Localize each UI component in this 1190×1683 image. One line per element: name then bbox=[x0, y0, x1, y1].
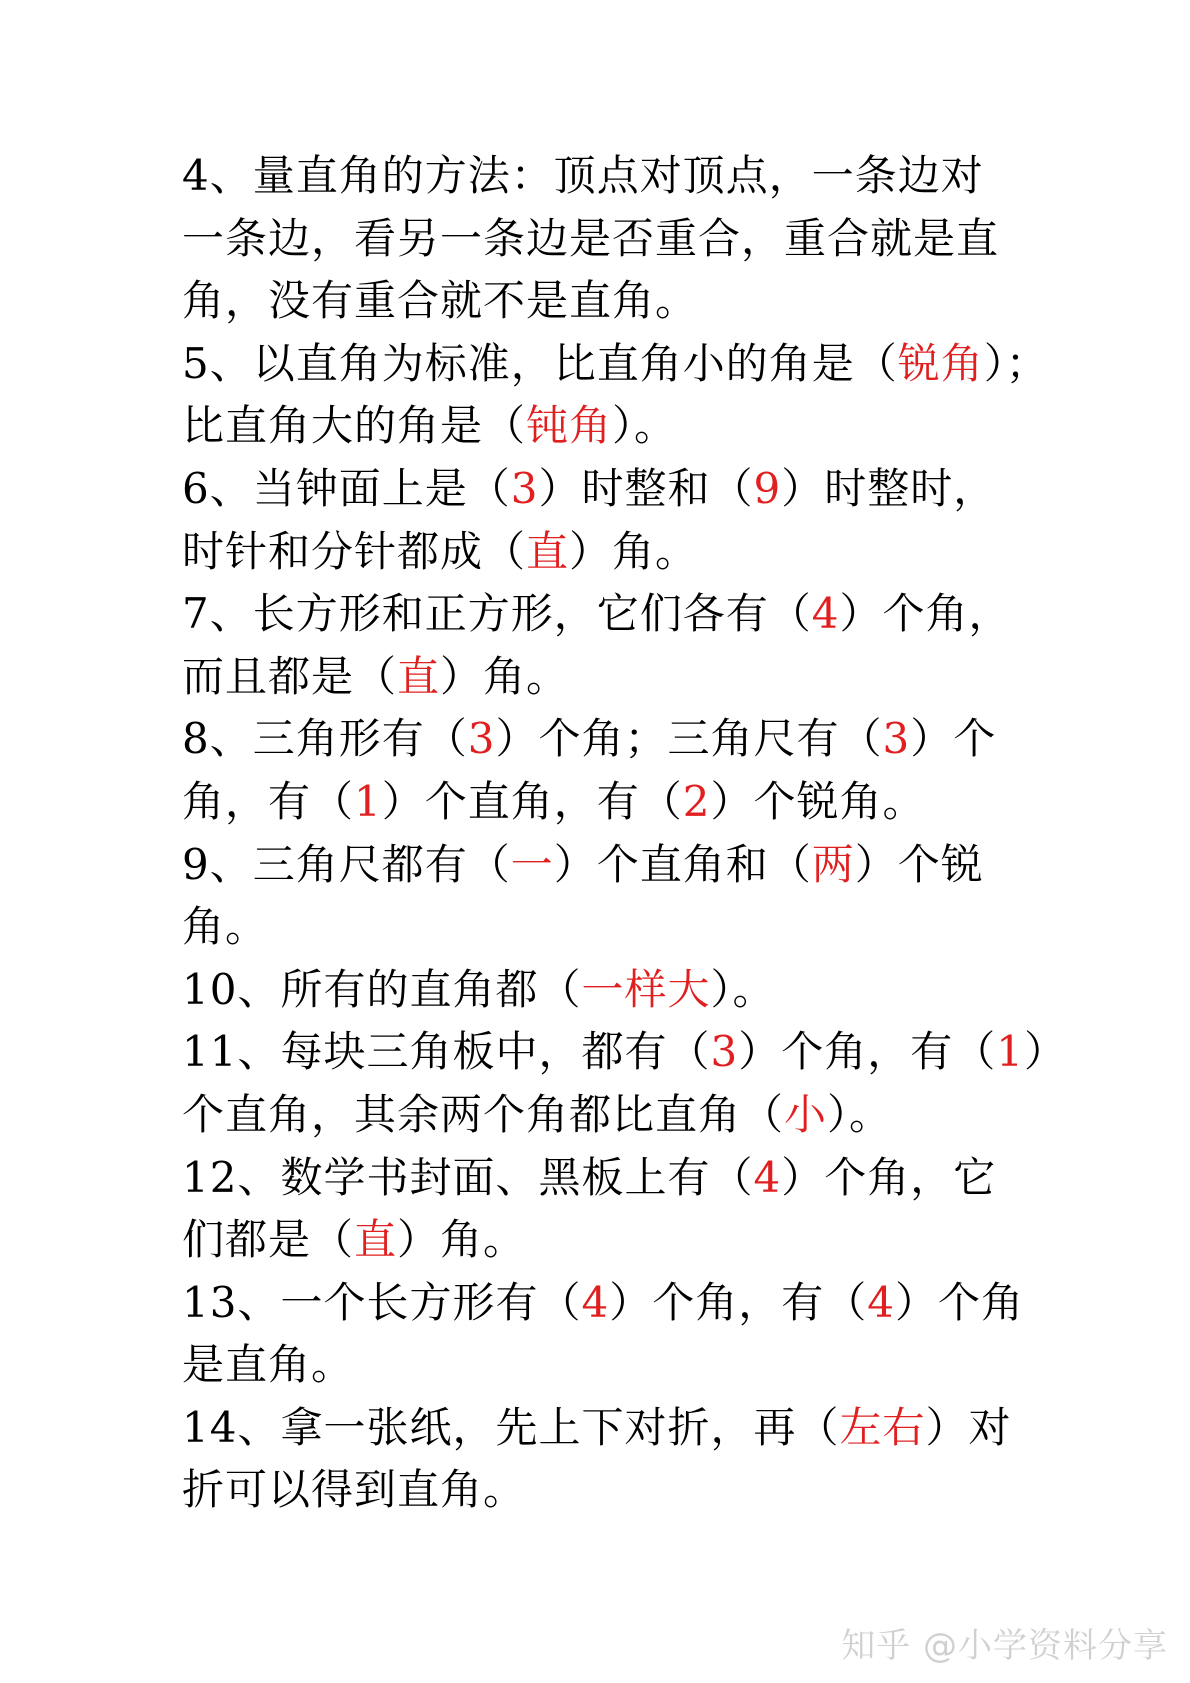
question-text: 折可以得到直角。 bbox=[182, 1465, 527, 1515]
text-line bbox=[182, 646, 1022, 709]
question-text: 7、长方形和正方形，它们各有（ bbox=[182, 589, 812, 639]
question-text: 11、每块三角板中，都有（ bbox=[182, 1027, 711, 1077]
answer-text: 小 bbox=[784, 1089, 828, 1139]
question-text: 一条边，看另一条边是否重合，重合就是直 bbox=[182, 213, 1000, 263]
answer-text: 3 bbox=[882, 714, 911, 764]
watermark: 知乎 @小学资料分享 bbox=[841, 1626, 1168, 1666]
text-line bbox=[182, 1397, 1022, 1460]
question-text: ）角。 bbox=[397, 1215, 527, 1265]
question-text: 角，没有重合就不是直角。 bbox=[182, 276, 699, 326]
question-text: ）时整时， bbox=[781, 463, 997, 513]
answer-text: 1 bbox=[996, 1027, 1024, 1077]
text-line bbox=[182, 1021, 1067, 1084]
answer-text: 左右 bbox=[839, 1402, 926, 1452]
text-line bbox=[182, 771, 1022, 834]
question-text: ）个角；三角尺有（ bbox=[495, 714, 883, 764]
question-text: ）角。 bbox=[440, 651, 570, 701]
answer-text: 4 bbox=[867, 1277, 895, 1327]
text-line bbox=[182, 834, 1022, 897]
question-text: ）角。 bbox=[569, 526, 699, 576]
answer-text: 3 bbox=[710, 1027, 739, 1077]
question-text: 角。 bbox=[182, 902, 269, 952]
answer-text: 一 bbox=[510, 839, 554, 889]
question-text: ）个角， bbox=[839, 589, 1012, 639]
question-text: ）。 bbox=[827, 1089, 893, 1139]
question-text: ）时整和（ bbox=[538, 463, 754, 513]
question-text: 5、以直角为标准，比直角小的角是（ bbox=[182, 338, 898, 388]
question-text: ）对 bbox=[925, 1402, 1012, 1452]
question-text: 6、当钟面上是（ bbox=[182, 463, 511, 513]
answer-text: 4 bbox=[753, 1152, 782, 1202]
question-text: ）。 bbox=[710, 964, 776, 1014]
text-line bbox=[182, 521, 1022, 584]
text-line bbox=[182, 1147, 1022, 1210]
text-line bbox=[182, 896, 1022, 959]
question-text: ）个角，它 bbox=[781, 1152, 997, 1202]
text-line bbox=[182, 1084, 1022, 1147]
answer-text: 直 bbox=[526, 526, 570, 576]
question-text: 们都是（ bbox=[182, 1215, 355, 1265]
text-line bbox=[182, 458, 1022, 521]
question-text: ）个角，有（ bbox=[738, 1027, 997, 1077]
document-body bbox=[182, 145, 1067, 1522]
text-line bbox=[182, 270, 1022, 333]
question-text: 14、拿一张纸，先上下对折，再（ bbox=[182, 1402, 840, 1452]
question-text: 是直角。 bbox=[182, 1340, 355, 1390]
question-text: ）个 bbox=[910, 714, 997, 764]
text-line bbox=[182, 708, 1022, 771]
answer-text: 9 bbox=[753, 463, 782, 513]
answer-text: 2 bbox=[682, 776, 711, 826]
answer-text: 4 bbox=[811, 589, 840, 639]
question-text: 比直角大的角是（ bbox=[182, 401, 527, 451]
text-line bbox=[182, 1459, 1022, 1522]
question-text: ）； bbox=[983, 338, 1049, 388]
answer-text: 3 bbox=[467, 714, 496, 764]
answer-text: 两 bbox=[811, 839, 855, 889]
text-line bbox=[182, 959, 1022, 1022]
question-text: ）个直角和（ bbox=[553, 839, 812, 889]
text-line bbox=[182, 1209, 1022, 1272]
answer-text: 直 bbox=[354, 1215, 398, 1265]
text-line bbox=[182, 333, 1049, 396]
answer-text: 3 bbox=[510, 463, 539, 513]
question-text: ）个锐角。 bbox=[710, 776, 926, 826]
text-line bbox=[182, 1334, 1022, 1397]
question-text: 角，有（ bbox=[182, 776, 355, 826]
question-text: ）个锐 bbox=[854, 839, 984, 889]
question-text: 8、三角形有（ bbox=[182, 714, 468, 764]
answer-text: 钝角 bbox=[526, 401, 613, 451]
question-text: 4、量直角的方法：顶点对顶点，一条边对 bbox=[182, 151, 984, 200]
text-line bbox=[182, 145, 1022, 208]
question-text: 而且都是（ bbox=[182, 651, 398, 701]
text-line bbox=[182, 583, 1022, 646]
question-text: ） bbox=[1023, 1027, 1067, 1077]
answer-text: 1 bbox=[354, 776, 382, 826]
question-text: 9、三角尺都有（ bbox=[182, 839, 511, 889]
answer-text: 一样大 bbox=[581, 964, 711, 1014]
text-line bbox=[182, 1272, 1022, 1335]
question-text: 10、所有的直角都（ bbox=[182, 964, 582, 1014]
question-text: 时针和分针都成（ bbox=[182, 526, 527, 576]
question-text: ）个角，有（ bbox=[609, 1277, 868, 1327]
text-line bbox=[182, 395, 1022, 458]
question-text: 12、数学书封面、黑板上有（ bbox=[182, 1152, 754, 1202]
question-text: 13、一个长方形有（ bbox=[182, 1277, 582, 1327]
answer-text: 直 bbox=[397, 651, 441, 701]
text-line bbox=[182, 208, 1022, 271]
question-text: ）。 bbox=[612, 401, 678, 451]
question-text: ）个直角，有（ bbox=[381, 776, 683, 826]
answer-text: 4 bbox=[581, 1277, 610, 1327]
question-text: 个直角，其余两个角都比直角（ bbox=[182, 1089, 785, 1139]
answer-text: 锐角 bbox=[897, 338, 984, 388]
question-text: ）个角 bbox=[894, 1277, 1024, 1327]
